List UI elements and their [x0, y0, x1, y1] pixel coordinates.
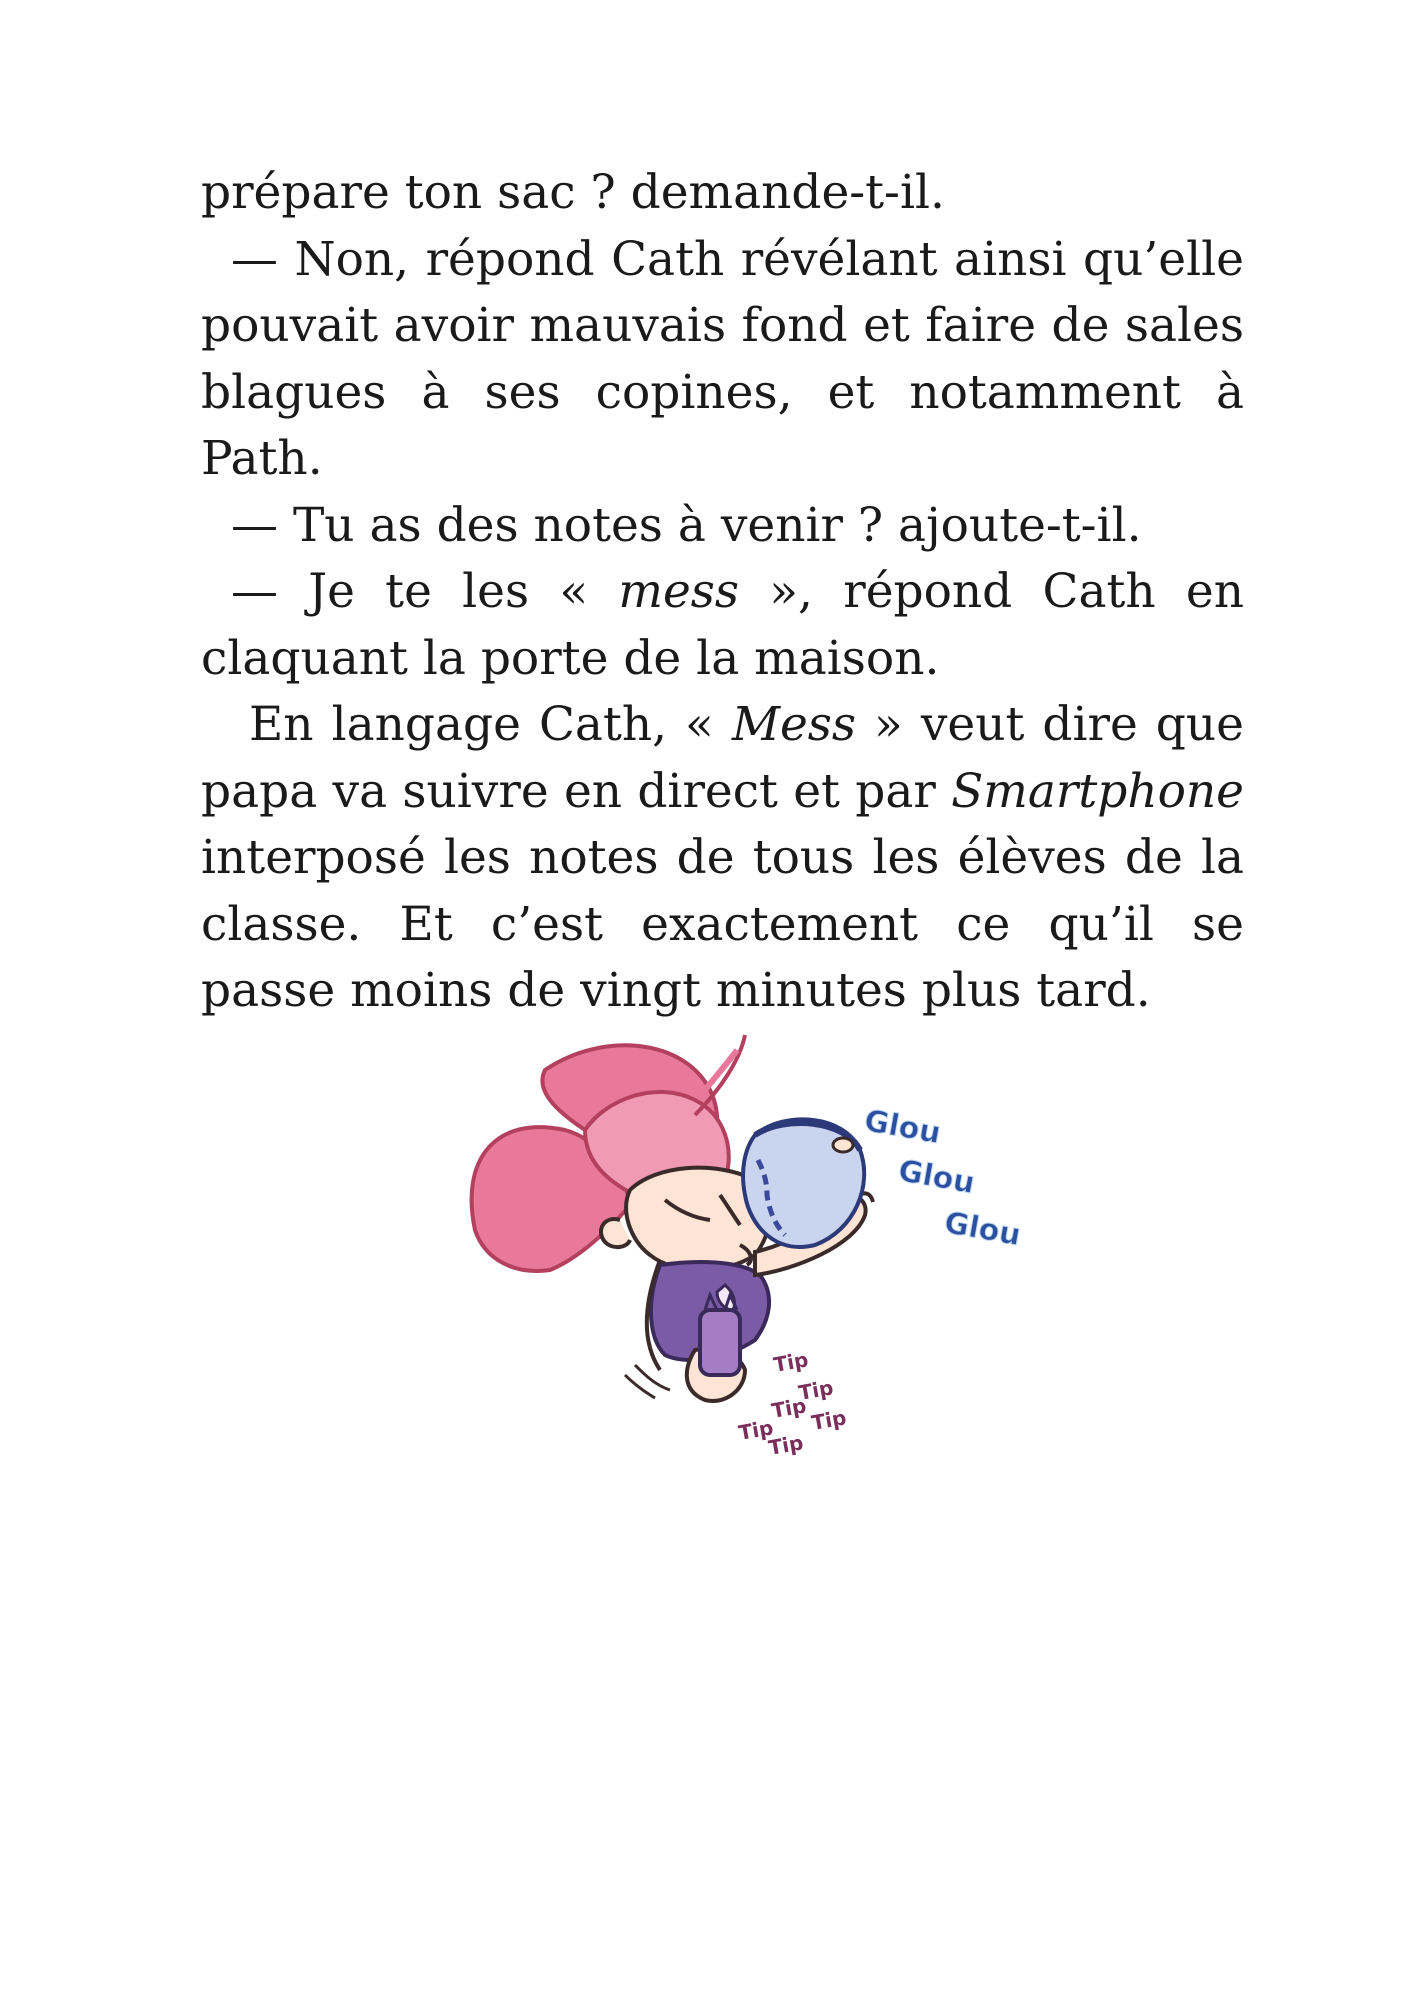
tip-text: Tip — [766, 1430, 806, 1460]
glou-text: Glou — [941, 1205, 1024, 1254]
glou-text: Glou — [861, 1103, 944, 1152]
paragraph: En langage Cath, « Mess » veut dire que papa va suivre en direct et par Smartphone interposé les notes de tous les élèves de la classe. Et c’est exactement ce qu’il se passe moins de vingt minutes plus tard. — [201, 697, 1244, 1018]
tip-text: Tip — [769, 1393, 809, 1423]
tip-text: Tip — [736, 1415, 776, 1445]
glou-text: Glou — [895, 1153, 978, 1202]
glou-sound-effects — [862, 1103, 1024, 1253]
tip-text: Tip — [809, 1405, 849, 1435]
tip-text: Tip — [796, 1375, 836, 1405]
paragraph: — Non, répond Cath révélant ainsi qu’elle pouvait avoir mauvais fond et faire de sales blagues à ses copines, et notamment à Path. — [201, 231, 1244, 486]
paragraph: prépare ton sac ? demande-t-il. — [201, 165, 945, 220]
tip-sound-effects — [737, 1347, 848, 1460]
girl-drinking-illustration — [455, 1020, 1024, 1460]
paragraph: — Tu as des notes à venir ? ajoute-t-il. — [231, 497, 1142, 553]
paragraph: — Je te les « mess », répond Cath en claquant la porte de la maison. — [201, 564, 1245, 686]
body-text — [201, 160, 1244, 1025]
italic-word: Smartphone — [951, 763, 1244, 819]
tip-text: Tip — [771, 1347, 811, 1377]
italic-word: mess — [618, 564, 740, 619]
italic-word: Mess — [731, 697, 857, 752]
